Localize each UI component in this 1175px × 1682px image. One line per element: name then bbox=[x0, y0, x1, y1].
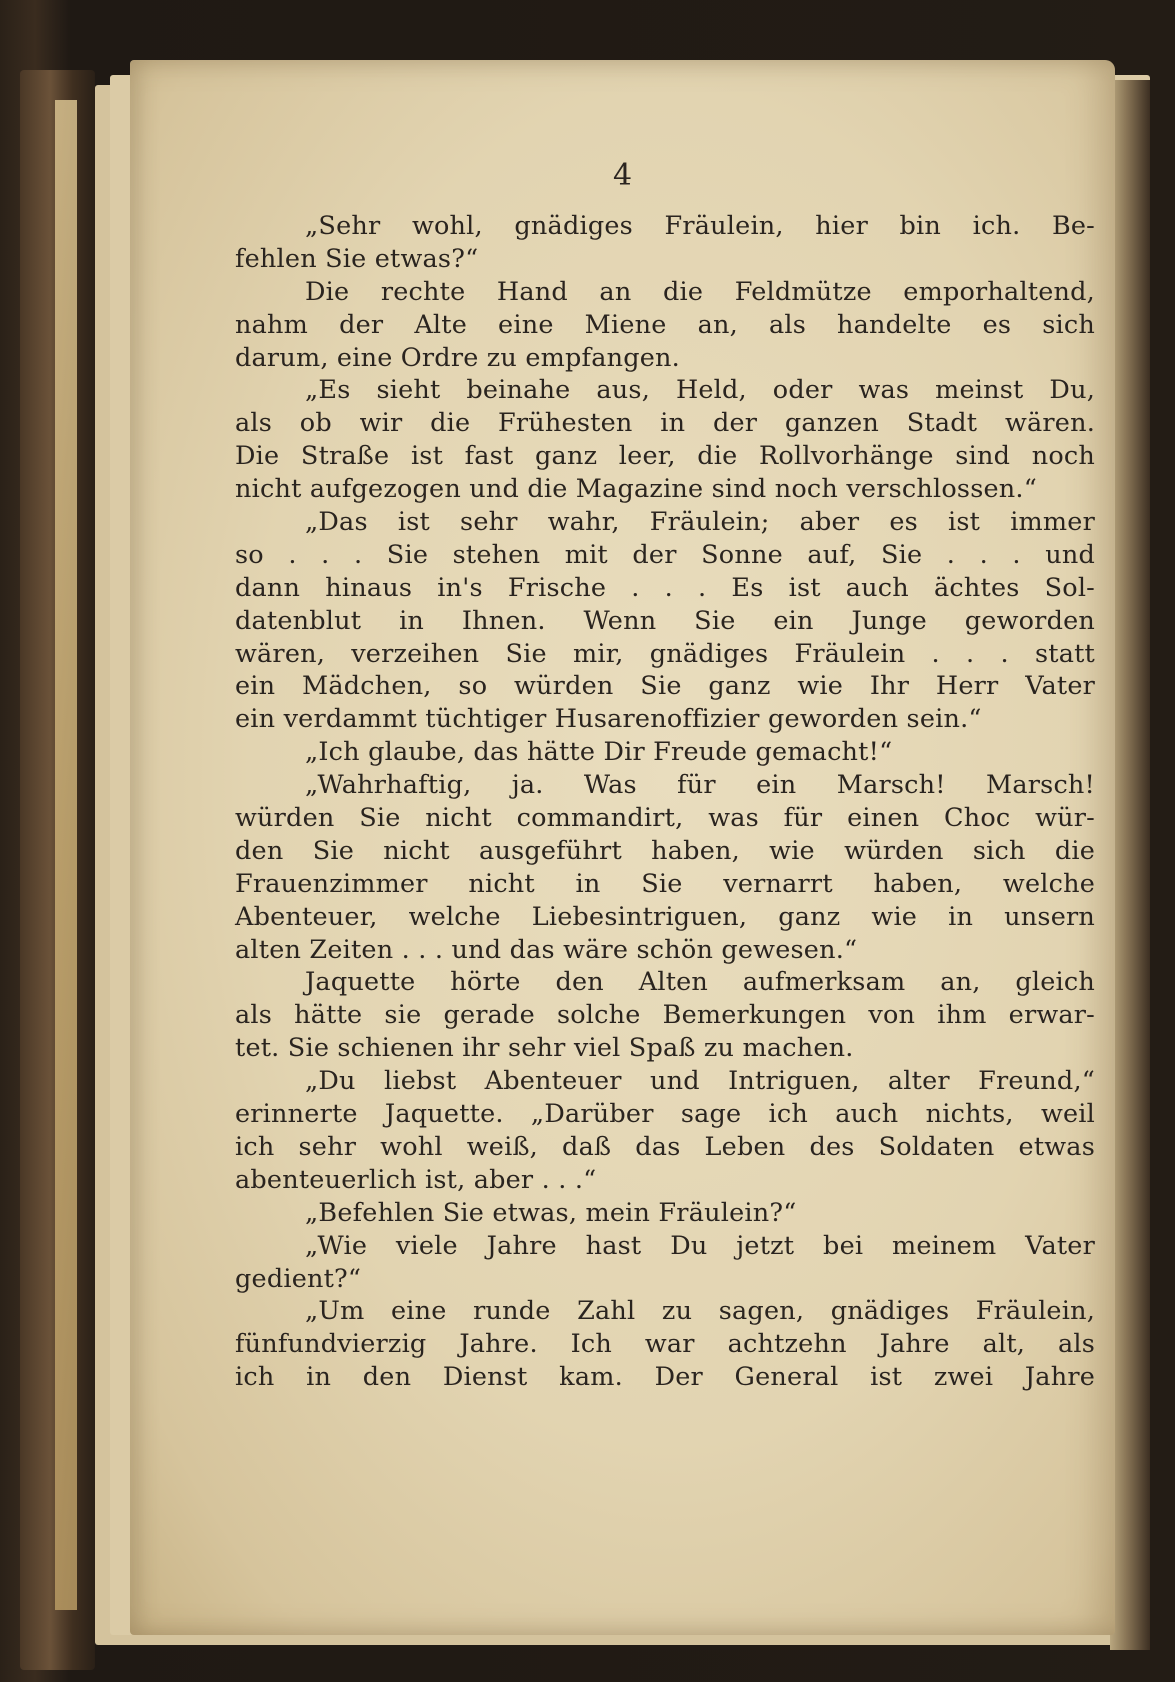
text-line: alten Zeiten . . . und das wäre schön gewesen.“ bbox=[235, 934, 858, 965]
text-line: ich in den Dienst kam. Der General ist zwei Jahre bbox=[235, 1362, 1095, 1393]
text-line: ich sehr wohl weiß, daß das Leben des Soldaten etwas bbox=[235, 1131, 1095, 1162]
text-line: erinnerte Jaquette. „Darüber sage ich auch nichts, weil bbox=[235, 1099, 1095, 1130]
text-line: „Wie viele Jahre hast Du jetzt bei meinem Vater bbox=[305, 1230, 1095, 1261]
book-page bbox=[130, 60, 1115, 1635]
text-line: Jaquette hörte den Alten aufmerksam an, gleich bbox=[305, 967, 1095, 998]
page-gutter bbox=[1110, 80, 1150, 1650]
text-line: nicht aufgezogen und die Magazine sind noch verschlossen.“ bbox=[235, 474, 1037, 505]
text-line: „Ich glaube, das hätte Dir Freude gemacht!“ bbox=[305, 737, 893, 768]
text-line: dann hinaus in's Frische . . . Es ist auch ächtes Sol- bbox=[235, 572, 1095, 603]
text-line: würden Sie nicht commandirt, was für einen Choc wür- bbox=[235, 803, 1095, 834]
text-line: ein Mädchen, so würden Sie ganz wie Ihr Herr Vater bbox=[235, 671, 1095, 702]
text-line: den Sie nicht ausgeführt haben, wie würden sich die bbox=[235, 835, 1095, 866]
text-line: „Um eine runde Zahl zu sagen, gnädiges Fräulein, bbox=[305, 1296, 1095, 1327]
text-line: als ob wir die Frühesten in der ganzen Stadt wären. bbox=[235, 408, 1095, 439]
page-number: 4 bbox=[612, 158, 633, 193]
text-line: „Wahrhaftig, ja. Was für ein Marsch! Marsch! bbox=[305, 770, 1095, 801]
text-line: gedient?“ bbox=[235, 1263, 362, 1294]
cover-edge-strip bbox=[55, 100, 77, 1610]
text-line: ein verdammt tüchtiger Husarenoffizier geworden sein.“ bbox=[235, 704, 982, 735]
text-line: fehlen Sie etwas?“ bbox=[235, 243, 479, 274]
text-line: darum, eine Ordre zu empfangen. bbox=[235, 342, 680, 373]
text-line: „Es sieht beinahe aus, Held, oder was meinst Du, bbox=[305, 375, 1095, 406]
page-text bbox=[235, 210, 1095, 1394]
text-line: „Das ist sehr wahr, Fräulein; aber es ist immer bbox=[305, 507, 1095, 538]
text-line: Die Straße ist fast ganz leer, die Rollvorhänge sind noch bbox=[235, 441, 1095, 472]
text-line: datenblut in Ihnen. Wenn Sie ein Junge geworden bbox=[235, 605, 1095, 636]
text-line: wären, verzeihen Sie mir, gnädiges Fräulein . . . statt bbox=[235, 638, 1095, 669]
text-line: Die rechte Hand an die Feldmütze emporhaltend, bbox=[305, 276, 1095, 307]
text-line: so . . . Sie stehen mit der Sonne auf, Sie . . . und bbox=[235, 539, 1095, 570]
text-line: Abenteuer, welche Liebesintriguen, ganz wie in unsern bbox=[235, 901, 1095, 932]
text-line: „Du liebst Abenteuer und Intriguen, alter Freund,“ bbox=[305, 1066, 1095, 1097]
text-line: „Sehr wohl, gnädiges Fräulein, hier bin ich. Be- bbox=[305, 211, 1095, 241]
text-line: als hätte sie gerade solche Bemerkungen von ihm erwar- bbox=[235, 1000, 1095, 1031]
text-line: „Befehlen Sie etwas, mein Fräulein?“ bbox=[305, 1197, 797, 1228]
text-line: Frauenzimmer nicht in Sie vernarrt haben, welche bbox=[235, 868, 1095, 899]
text-line: fünfundvierzig Jahre. Ich war achtzehn Jahre alt, als bbox=[235, 1329, 1095, 1360]
text-line: nahm der Alte eine Miene an, als handelte es sich bbox=[235, 309, 1095, 340]
text-line: abenteuerlich ist, aber . . .“ bbox=[235, 1164, 597, 1195]
text-line: tet. Sie schienen ihr sehr viel Spaß zu machen. bbox=[235, 1033, 854, 1064]
